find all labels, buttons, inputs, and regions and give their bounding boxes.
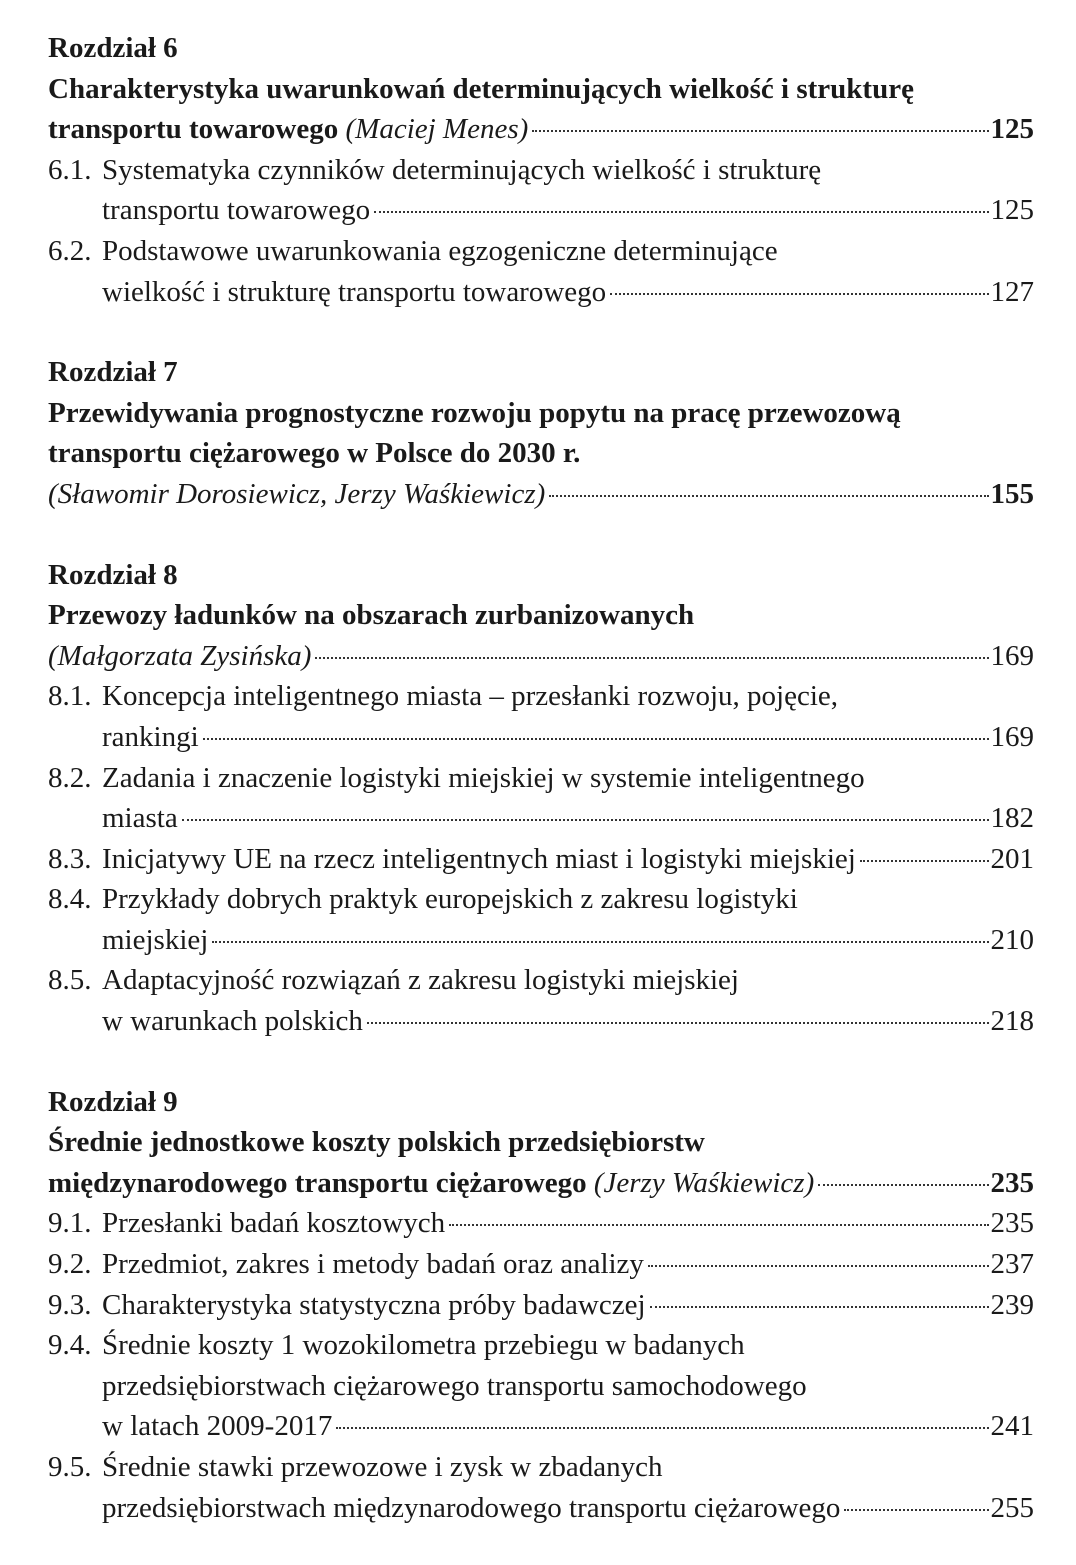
- section-9-4-title: Średnie koszty 1 wozokilometra przebiegu w badanych: [102, 1329, 745, 1362]
- section-9-5-entry[interactable]: [48, 1488, 1034, 1529]
- dot-leader: [374, 211, 988, 213]
- chapter-8-author-open: (: [48, 639, 58, 672]
- table-of-contents: [48, 28, 1034, 1528]
- section-8-2-title-cont: miasta: [102, 802, 178, 835]
- section-6-2-line-1: [48, 231, 1034, 272]
- section-8-3-title: Inicjatywy UE na rzecz inteligentnych miast i logistyki miejskiej: [102, 842, 856, 875]
- chapter-8-author-close: ): [301, 639, 312, 672]
- section-8-2-line-1: [48, 758, 1034, 799]
- section-8-4-title: Przykłady dobrych praktyk europejskich z zakresu logistyki: [102, 883, 798, 916]
- section-9-4-title-cont: w latach 2009-2017: [102, 1410, 333, 1443]
- section-6-1-title-cont: transportu towarowego: [102, 194, 371, 227]
- section-6-2-page: 127: [990, 275, 1034, 308]
- section-8-3-number: 8.3.: [48, 842, 92, 875]
- dot-leader: [367, 1022, 989, 1024]
- section-8-1-entry[interactable]: [48, 717, 1034, 758]
- section-9-5-page: 255: [990, 1491, 1034, 1524]
- section-9-3-title: Charakterystyka statystyczna próby badawczej: [102, 1288, 646, 1321]
- section-8-5-entry[interactable]: [48, 1001, 1034, 1042]
- chapter-8-page: 169: [990, 639, 1034, 672]
- section-8-1-title-cont: rankingi: [102, 720, 199, 753]
- section-6-1-number: 6.1.: [48, 153, 92, 186]
- section-6-1-line-1: [48, 150, 1034, 191]
- chapter-7-label: Rozdział 7: [48, 356, 178, 389]
- section-6-2-number: 6.2.: [48, 234, 92, 267]
- section-9-4-entry[interactable]: [48, 1406, 1034, 1447]
- section-8-2-entry[interactable]: [48, 798, 1034, 839]
- section-8-5-number: 8.5.: [48, 964, 92, 997]
- section-9-4-line-1: [48, 1325, 1034, 1366]
- chapter-6-author: Maciej Menes: [355, 113, 519, 146]
- chapter-7-author-open: (: [48, 477, 58, 510]
- section-8-3-entry[interactable]: [48, 839, 1034, 880]
- chapter-9-label: Rozdział 9: [48, 1085, 178, 1118]
- section-6-2-entry[interactable]: [48, 272, 1034, 313]
- dot-leader: [549, 495, 988, 497]
- section-8-1-page: 169: [990, 720, 1034, 753]
- chapter-6-author-open: (: [338, 113, 356, 146]
- chapter-8-author: Małgorzata Zysińska: [57, 639, 302, 672]
- chapter-6-author-close: ): [518, 113, 529, 146]
- section-8-1-title: Koncepcja inteligentnego miasta – przesłanki rozwoju, pojęcie,: [102, 680, 839, 713]
- chapter-7-author-close: ): [535, 477, 546, 510]
- dot-leader: [648, 1265, 989, 1267]
- chapter-7-page: 155: [990, 477, 1034, 510]
- section-8-5-line-1: [48, 960, 1034, 1001]
- section-9-1-entry[interactable]: [48, 1203, 1034, 1244]
- section-9-2-page: 237: [990, 1248, 1034, 1281]
- section-9-4-page: 241: [990, 1410, 1034, 1443]
- dot-leader: [818, 1184, 988, 1186]
- dot-leader: [650, 1306, 989, 1308]
- section-9-5-line-1: [48, 1447, 1034, 1488]
- section-9-5-title-cont: przedsiębiorstwach międzynarodowego transportu ciężarowego: [102, 1491, 841, 1524]
- chapter-8-entry[interactable]: [48, 636, 1034, 677]
- section-8-4-line-1: [48, 879, 1034, 920]
- chapter-8-title: Przewozy ładunków na obszarach zurbanizowanych: [48, 599, 695, 632]
- section-8-4-title-cont: miejskiej: [102, 923, 209, 956]
- section-9-5-title: Średnie stawki przewozowe i zysk w zbadanych: [102, 1451, 663, 1483]
- chapter-7-title-line-1: Przewidywania prognostyczne rozwoju popytu na pracę przewozową: [48, 396, 901, 429]
- dot-leader: [212, 941, 988, 943]
- chapter-9-title-line-1: Średnie jednostkowe koszty polskich przedsiębiorstw: [48, 1126, 705, 1159]
- chapter-7-author: Sławomir Dorosiewicz, Jerzy Waśkiewicz: [57, 477, 536, 510]
- chapter-7-entry[interactable]: [48, 474, 1034, 515]
- chapter-6-title-line-2: transportu towarowego: [48, 113, 339, 146]
- section-8-1-number: 8.1.: [48, 680, 92, 713]
- chapter-6-title-line-1: Charakterystyka uwarunkowań determinujących wielkość i strukturę: [48, 72, 914, 105]
- section-8-4-page: 210: [990, 923, 1034, 956]
- chapter-9-author-open: (: [586, 1166, 604, 1199]
- section-9-4-number: 9.4.: [48, 1329, 92, 1362]
- dot-leader: [532, 130, 988, 132]
- chapter-9-author: Jerzy Waśkiewicz: [603, 1166, 805, 1199]
- dot-leader: [449, 1224, 988, 1226]
- chapter-9-title-entry[interactable]: [48, 1163, 1034, 1204]
- section-9-2-title: Przedmiot, zakres i metody badań oraz analizy: [102, 1248, 644, 1281]
- section-8-2-page: 182: [990, 802, 1034, 835]
- section-9-3-page: 239: [990, 1288, 1034, 1321]
- dot-leader: [610, 293, 988, 295]
- chapter-6-label: Rozdział 6: [48, 32, 178, 64]
- section-6-1-entry[interactable]: [48, 190, 1034, 231]
- section-6-2-title: Podstawowe uwarunkowania egzogeniczne determinujące: [102, 234, 778, 267]
- section-9-3-entry[interactable]: [48, 1285, 1034, 1326]
- section-6-1-page: 125: [990, 194, 1034, 227]
- section-9-5-number: 9.5.: [48, 1451, 92, 1483]
- chapter-9-page: 235: [990, 1166, 1034, 1199]
- section-8-2-number: 8.2.: [48, 761, 92, 794]
- section-8-5-page: 218: [990, 1005, 1034, 1038]
- section-9-3-number: 9.3.: [48, 1288, 92, 1321]
- chapter-6-title-entry[interactable]: [48, 109, 1034, 150]
- section-9-1-number: 9.1.: [48, 1207, 92, 1240]
- section-9-2-entry[interactable]: [48, 1244, 1034, 1285]
- chapter-7-title-line-2: transportu ciężarowego w Polsce do 2030 r.: [48, 437, 581, 470]
- dot-leader: [860, 860, 989, 862]
- dot-leader: [203, 738, 989, 740]
- section-8-5-title-cont: w warunkach polskich: [102, 1005, 363, 1038]
- section-8-2-title: Zadania i znaczenie logistyki miejskiej w systemie inteligentnego: [102, 761, 865, 794]
- chapter-9-title-line-2: międzynarodowego transportu ciężarowego: [48, 1166, 587, 1199]
- section-8-1-line-1: [48, 676, 1034, 717]
- section-6-2-title-cont: wielkość i strukturę transportu towarowego: [102, 275, 607, 308]
- dot-leader: [844, 1509, 988, 1511]
- section-9-1-title: Przesłanki badań kosztowych: [102, 1207, 446, 1240]
- section-6-1-title: Systematyka czynników determinujących wielkość i strukturę: [102, 153, 822, 186]
- dot-leader: [182, 819, 989, 821]
- section-9-2-number: 9.2.: [48, 1248, 92, 1281]
- section-9-4-line-2: przedsiębiorstwach ciężarowego transportu samochodowego: [102, 1369, 807, 1402]
- section-9-1-page: 235: [990, 1207, 1034, 1240]
- section-8-4-number: 8.4.: [48, 883, 92, 916]
- section-8-3-page: 201: [990, 842, 1034, 875]
- chapter-6-page: 125: [990, 113, 1034, 146]
- dot-leader: [315, 657, 988, 659]
- section-8-4-entry[interactable]: [48, 920, 1034, 961]
- section-8-5-title: Adaptacyjność rozwiązań z zakresu logistyki miejskiej: [102, 964, 739, 997]
- chapter-9-author-close: ): [804, 1166, 815, 1199]
- dot-leader: [336, 1427, 988, 1429]
- chapter-8-label: Rozdział 8: [48, 558, 178, 591]
